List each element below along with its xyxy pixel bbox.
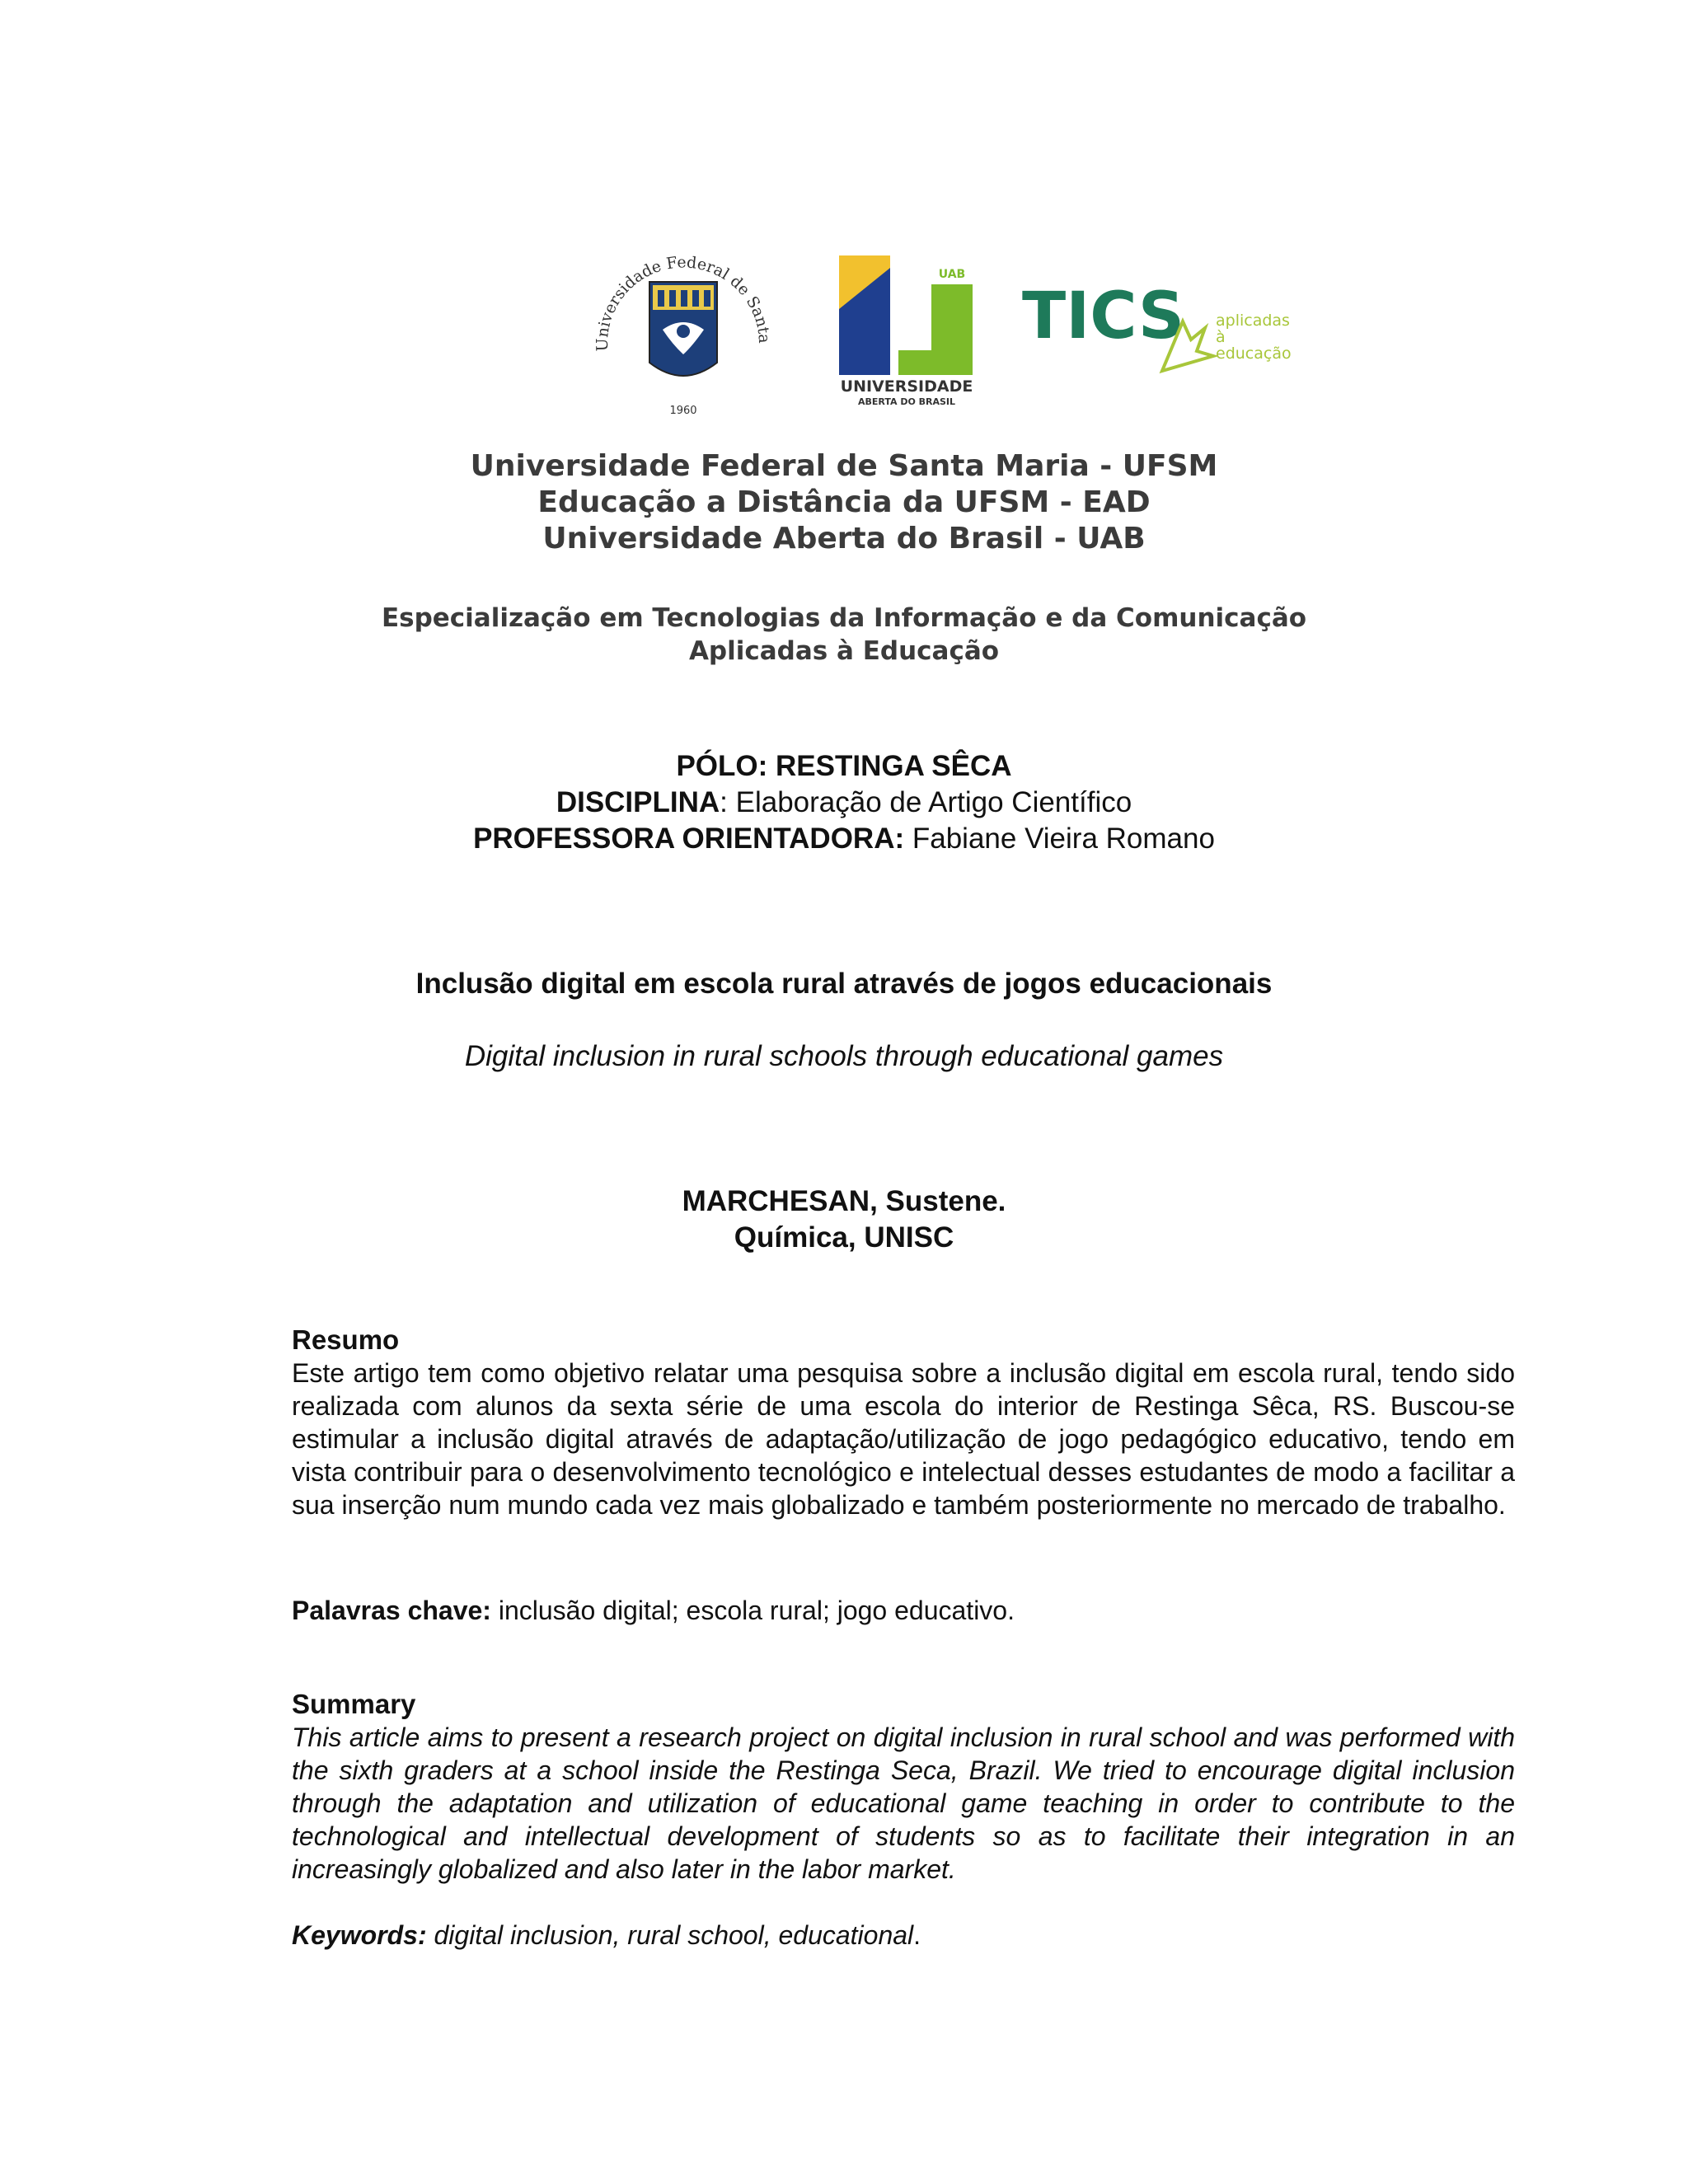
professora-value: Fabiane Vieira Romano xyxy=(904,823,1215,855)
uab-logo xyxy=(832,251,997,408)
disciplina-label: DISCIPLINA xyxy=(556,786,720,818)
palavras-chave xyxy=(292,1594,1515,1627)
keywords-value: digital inclusion, rural school, educational xyxy=(426,1920,914,1950)
ufsm-seal-text: Universidade Federal de Santa xyxy=(593,253,774,352)
professora-label: PROFESSORA ORIENTADORA: xyxy=(473,823,905,855)
summary-section xyxy=(292,1688,1515,1886)
title-english: Digital inclusion in rural schools through educational games xyxy=(464,1040,1224,1072)
institution-line-2: Educação a Distância da UFSM - EAD xyxy=(537,485,1151,519)
keywords-label: Keywords: xyxy=(292,1920,427,1950)
summary-text: This article aims to present a research project on digital inclusion in rural school and was performed with the sixth graders at a school inside the Restinga Seca, Brazil. We tried to encourage digital inclusion through the adaptation and utilization of educational game teaching in order to contribute to the technological and intellectual development of students so as to facilitate their integration in an increasingly globalized and also later in the labor market. xyxy=(292,1722,1515,1884)
uab-logo-top: UAB xyxy=(938,268,966,281)
professora-line xyxy=(0,821,1688,857)
palavras-chave-value: inclusão digital; escola rural; jogo educativo. xyxy=(490,1596,1015,1625)
author-block xyxy=(0,1183,1688,1256)
resumo-text: Este artigo tem como objetivo relatar uma pesquisa sobre a inclusão digital em escola rural, tendo sido realizada com alunos da sexta série de uma escola do interior de Restinga Sêca, RS. Buscou-se estimular a inclusão digital através de adaptação/utilização de jogo pedagógico educativo, tendo em vista contribuir para o desenvolvimento tecnológico e intelectual desses estudantes de modo a facilitar a sua inserção num mundo cada vez mais globalizado e também posteriormente no mercado de trabalho. xyxy=(292,1358,1515,1520)
palavras-chave-label: Palavras chave: xyxy=(292,1596,491,1625)
institution-line-1: Universidade Federal de Santa Maria - UFSM xyxy=(470,449,1218,483)
disciplina-line xyxy=(0,785,1688,821)
tics-logo-sub2: à xyxy=(1216,328,1226,346)
institution-line-3: Universidade Aberta do Brasil - UAB xyxy=(542,522,1146,555)
tics-logo-main: TICS xyxy=(1022,279,1185,354)
keywords-end: . xyxy=(913,1920,921,1950)
resumo-section xyxy=(292,1324,1515,1521)
ufsm-seal-year: 1960 xyxy=(669,405,697,417)
tics-logo xyxy=(1022,272,1319,387)
specialization-header xyxy=(0,602,1688,668)
resumo-heading: Resumo xyxy=(292,1324,400,1355)
uab-logo-line2: ABERTA DO BRASIL xyxy=(857,396,956,407)
polo-line xyxy=(0,748,1688,785)
ufsm-seal-logo xyxy=(584,239,781,420)
summary-heading: Summary xyxy=(292,1689,416,1719)
uab-logo-line1: UNIVERSIDADE xyxy=(840,377,973,396)
specialization-line-1: Especialização em Tecnologias da Informação e da Comunicação xyxy=(381,603,1307,633)
specialization-line-2: Aplicadas à Educação xyxy=(688,636,1000,666)
title-portuguese: Inclusão digital em escola rural através de jogos educacionais xyxy=(415,968,1273,1000)
polo-text: PÓLO: RESTINGA SÊCA xyxy=(676,750,1012,782)
keywords xyxy=(292,1919,1515,1952)
tics-logo-sub1: aplicadas xyxy=(1216,312,1290,330)
author-name: MARCHESAN, Sustene. xyxy=(682,1185,1006,1217)
course-meta xyxy=(0,748,1688,857)
institution-header xyxy=(0,448,1688,557)
tics-logo-sub3: educação xyxy=(1216,344,1292,363)
author-affiliation: Química, UNISC xyxy=(734,1221,954,1254)
disciplina-value: : Elaboração de Artigo Científico xyxy=(720,786,1132,818)
